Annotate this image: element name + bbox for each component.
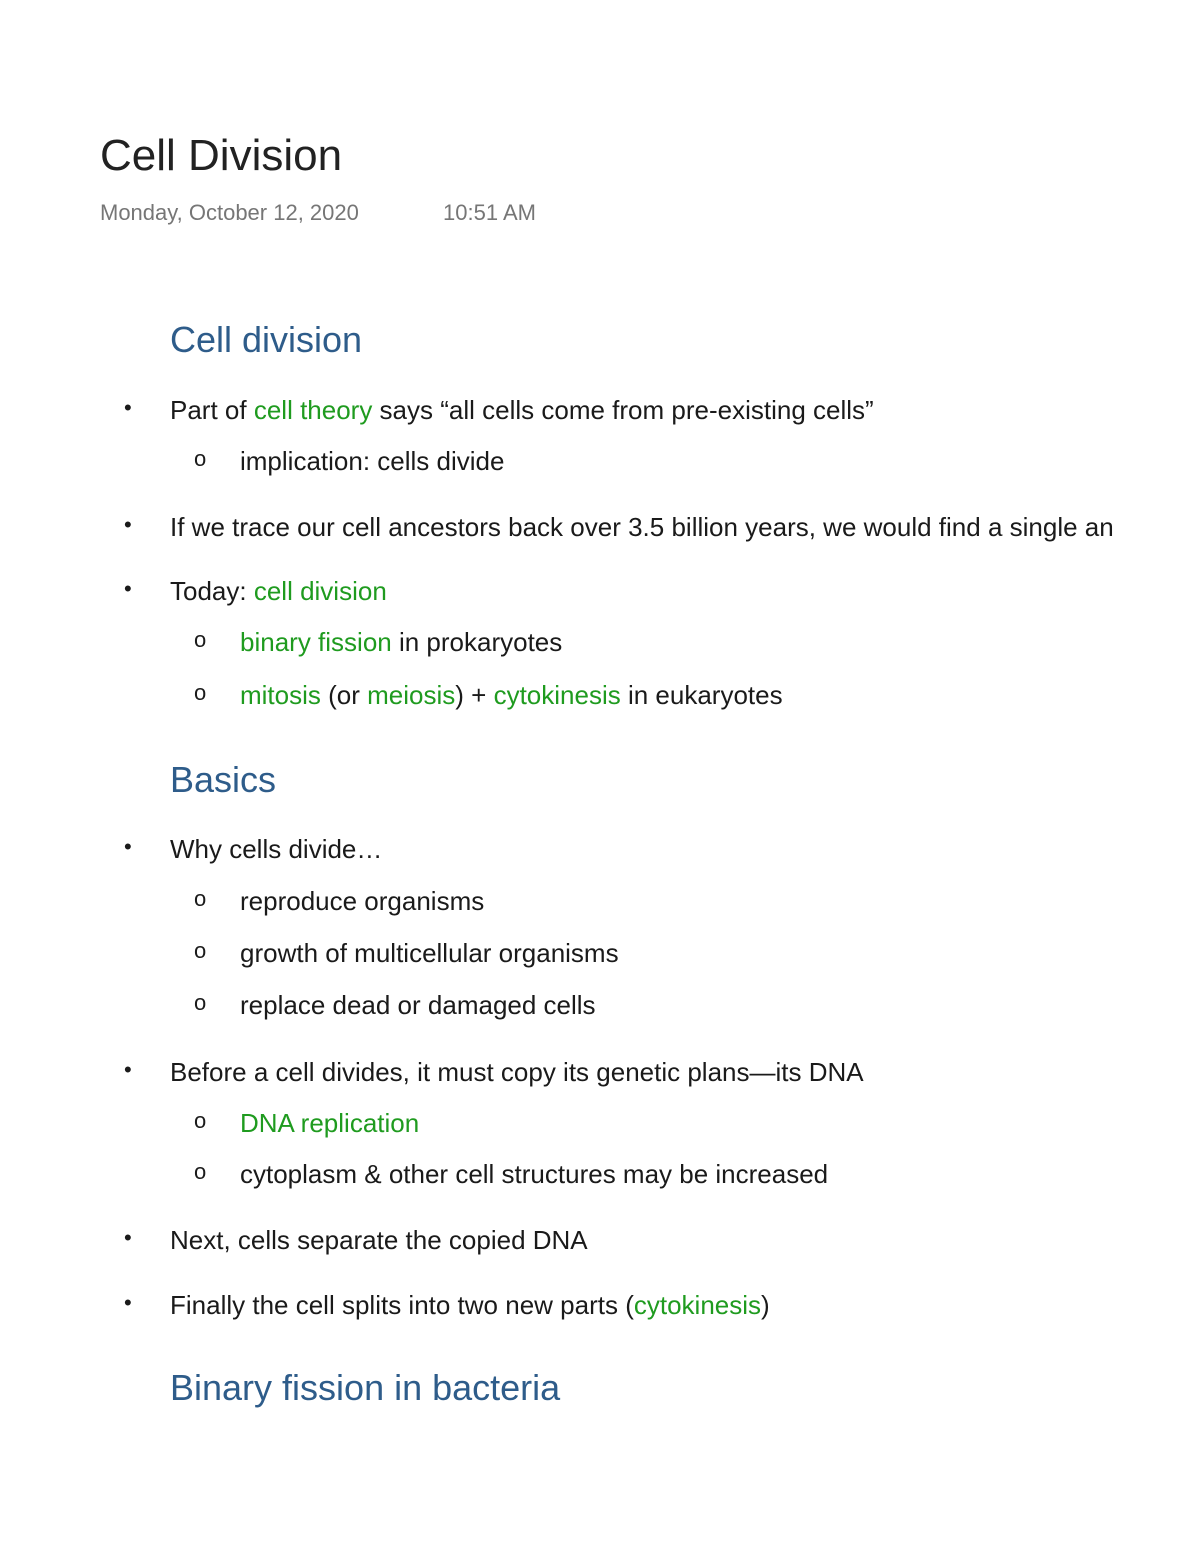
list-item: [124, 1057, 864, 1088]
item-text: implication: cells divide: [240, 446, 505, 476]
sub-bullet-marker: o: [194, 938, 207, 963]
page-date: Monday, October 12, 2020: [100, 200, 359, 225]
highlight-term: cell division: [253, 576, 387, 606]
highlight-term: binary fission: [240, 627, 392, 657]
highlight-term: cytokinesis: [493, 680, 621, 710]
page-time: 10:51 AM: [443, 200, 536, 225]
list-item: [124, 512, 1114, 543]
page-title: Cell Division: [100, 131, 343, 180]
sub-bullet-marker: o: [194, 627, 207, 652]
list-item: [124, 1290, 770, 1321]
heading-binary-fission: Binary fission in bacteria: [170, 1367, 561, 1408]
sub-bullet-marker: o: [194, 680, 207, 705]
item-text: cytoplasm & other cell structures may be increased: [240, 1159, 829, 1189]
item-text: reproduce organisms: [240, 886, 485, 916]
heading-basics: Basics: [170, 759, 277, 800]
list-item: [124, 1225, 588, 1256]
sub-list-item: [194, 990, 596, 1021]
sub-bullet-marker: o: [194, 886, 207, 911]
list-item: [124, 395, 874, 426]
highlight-term: cell theory: [253, 395, 373, 425]
item-text: Finally the cell splits into two new parts (: [170, 1290, 634, 1320]
sub-list-item: [194, 938, 619, 969]
sub-list-item: [194, 627, 563, 658]
highlight-term: mitosis: [240, 680, 321, 710]
bullet-marker: •: [124, 512, 132, 537]
sub-bullet-marker: o: [194, 446, 207, 471]
page-meta: [100, 200, 536, 226]
item-text: Next, cells separate the copied DNA: [170, 1225, 588, 1255]
sub-list-item: [194, 886, 485, 917]
sub-list-item: [194, 1108, 420, 1139]
item-text: If we trace our cell ancestors back over 3.5 billion years, we would find a single an: [170, 512, 1114, 542]
bullet-marker: •: [124, 834, 132, 859]
bullet-marker: •: [124, 1225, 132, 1250]
item-text: (or: [320, 680, 368, 710]
sub-bullet-marker: o: [194, 1108, 207, 1133]
sub-list-item: [194, 1159, 829, 1190]
item-text: ): [761, 1290, 770, 1320]
item-text: in prokaryotes: [391, 627, 563, 657]
bullet-marker: •: [124, 1290, 132, 1315]
bullet-marker: •: [124, 395, 132, 420]
highlight-term: meiosis: [367, 680, 456, 710]
sub-list-item: [194, 680, 783, 711]
item-text: says “all cells come from pre-existing cells”: [372, 395, 874, 425]
item-text: Part of: [170, 395, 254, 425]
sub-list-item: [194, 446, 505, 477]
item-text: ) +: [455, 680, 494, 710]
item-text: replace dead or damaged cells: [240, 990, 596, 1020]
bullet-marker: •: [124, 1057, 132, 1082]
item-text: Before a cell divides, it must copy its genetic plans—its DNA: [170, 1057, 864, 1087]
list-item: [124, 576, 387, 607]
item-text: in eukaryotes: [620, 680, 783, 710]
heading-cell-division: Cell division: [170, 319, 363, 360]
sub-bullet-marker: o: [194, 1159, 207, 1184]
bullet-marker: •: [124, 576, 132, 601]
sub-bullet-marker: o: [194, 990, 207, 1015]
highlight-term: cytokinesis: [633, 1290, 762, 1320]
item-text: growth of multicellular organisms: [240, 938, 619, 968]
highlight-term: DNA replication: [240, 1108, 420, 1138]
list-item: [124, 834, 383, 865]
item-text: Why cells divide…: [170, 834, 383, 864]
item-text: Today:: [170, 576, 254, 606]
